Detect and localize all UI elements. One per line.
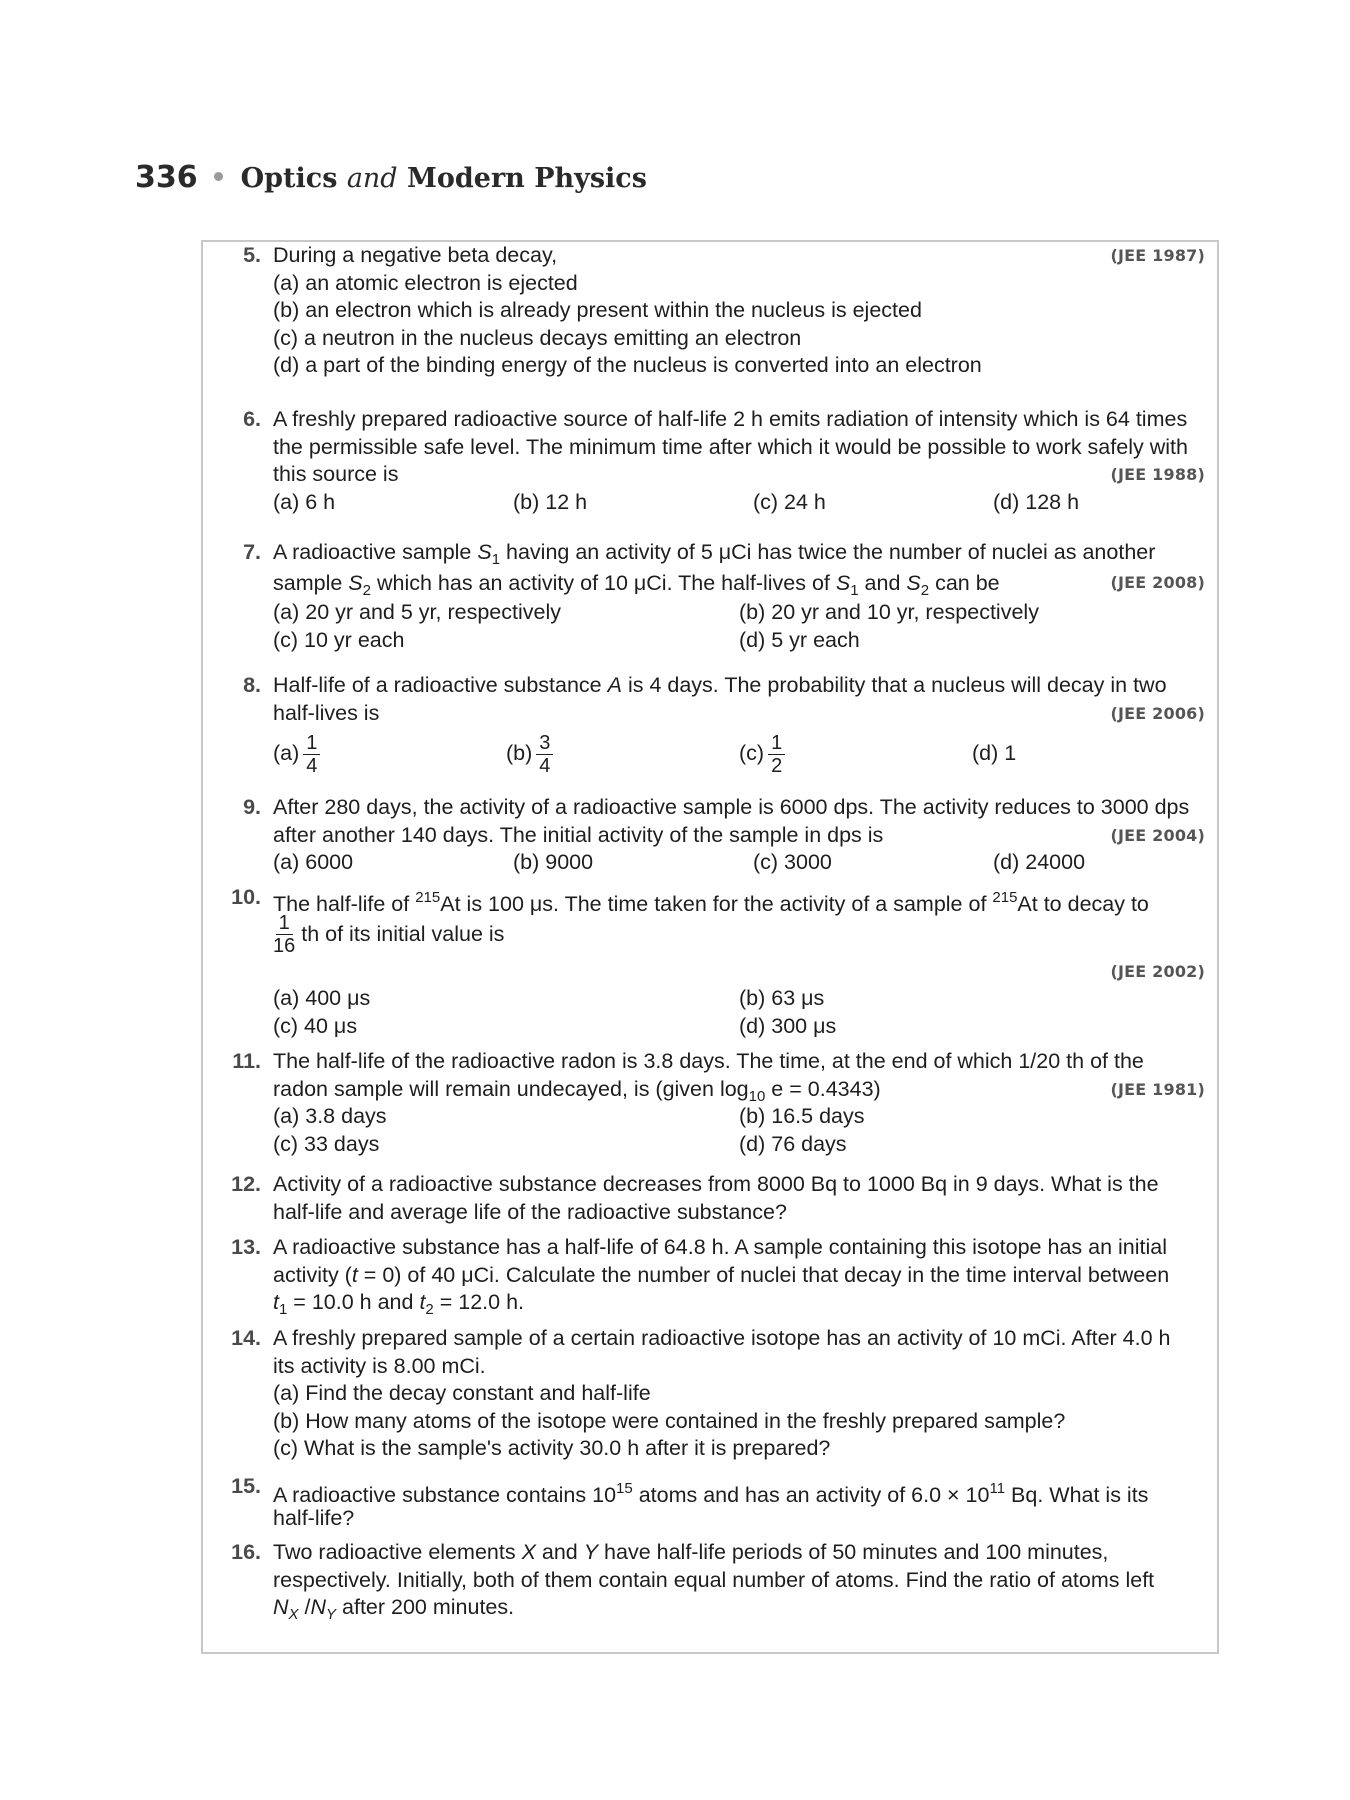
option-d: (d) a part of the binding energy of the nucleus is converted into an electron — [273, 353, 982, 377]
option-d: (d) 1 — [972, 741, 1017, 766]
option-b: (b) 16.5 days — [739, 1104, 865, 1128]
question-text: A radioactive substance has a half-life of 64.8 h. A sample containing this isotope has an initial — [273, 1235, 1168, 1259]
sub-question-a: (a) Find the decay constant and half-life — [273, 1381, 651, 1405]
question-16 — [217, 1539, 1205, 1622]
exam-tag: (JEE 1988) — [1110, 465, 1205, 484]
option-a: (a) 6000 — [273, 850, 354, 874]
option-b: (b) 12 h — [513, 489, 588, 514]
question-text: $\frac{1}{16}$ th of its initial value is — [273, 912, 505, 957]
question-number: 11. — [232, 1049, 261, 1073]
question-text: Half-life of a radioactive substance A is 4 days. The probability that a nucleus will decay in two — [273, 673, 1167, 697]
option-d: (d) 76 days — [739, 1132, 847, 1156]
question-number: 7. — [243, 540, 261, 564]
option-d: (d) 128 h — [993, 489, 1080, 514]
question-number: 9. — [243, 795, 261, 819]
question-text: half-life and average life of the radioactive substance? — [273, 1199, 787, 1224]
option-c: (c) $\frac{1}{2}$ — [739, 732, 972, 777]
question-8 — [217, 672, 1205, 781]
exam-tag: (JEE 2002) — [1110, 961, 1205, 981]
page-header — [135, 160, 647, 202]
question-13 — [217, 1234, 1205, 1317]
option-a: (a) 6 h — [273, 489, 336, 514]
question-text: the permissible safe level. The minimum time after which it would be possible to work safely with — [273, 434, 1188, 459]
question-number: 8. — [243, 673, 261, 697]
header-bullet — [214, 172, 223, 181]
sub-question-b: (b) How many atoms of the isotope were contained in the freshly prepared sample? — [273, 1408, 1066, 1433]
question-text: During a negative beta decay, (JEE 1987) — [273, 242, 1205, 270]
question-text: $t_1 = 10.0$ h and $t_2 = 12.0$ h. — [273, 1290, 525, 1318]
question-number: 13. — [231, 1235, 261, 1259]
option-a: (a) 400 μs — [273, 986, 371, 1010]
question-number: 16. — [231, 1540, 261, 1564]
question-text: radon sample will remain undecayed, is (given $\log_{10} e = 0.4343$) (JEE 1981) — [273, 1076, 1205, 1105]
question-text: this source is (JEE 1988) — [273, 461, 1205, 489]
question-text: A freshly prepared sample of a certain radioactive isotope has an activity of 10 mCi. After 4.0 h — [273, 1326, 1171, 1350]
exam-tag: (JEE 2004) — [1110, 825, 1205, 845]
question-text: The half-life of the radioactive radon is 3.8 days. The time, at the end of which 1/20 th of the — [273, 1049, 1144, 1073]
question-text: $N_X$ $/N_Y$ after 200 minutes. — [273, 1595, 515, 1623]
option-a: (a) 20 yr and 5 yr, respectively — [273, 599, 561, 624]
question-text: A freshly prepared radioactive source of half-life 2 h emits radiation of intensity which is 64 times — [273, 407, 1188, 431]
question-text: activity (t = 0) of 40 μCi. Calculate the number of nuclei that decay in the time interval between — [273, 1262, 1170, 1287]
question-number: 10. — [231, 885, 261, 909]
question-tag-line — [273, 958, 1205, 986]
question-12 — [217, 1171, 1205, 1226]
option-c: (c) 33 days — [273, 1132, 380, 1156]
question-text: A radioactive substance contains $10^{15}$ atoms and has an activity of $6.0 \times 10^{11}$ Bq. What is its — [273, 1480, 1149, 1507]
question-14 — [217, 1325, 1205, 1463]
question-9 — [217, 794, 1205, 877]
option-d: (d) 5 yr each — [739, 627, 860, 652]
option-c: (c) 24 h — [753, 489, 826, 514]
question-number: 5. — [243, 243, 261, 267]
question-text: half-life? — [273, 1506, 355, 1530]
question-text: sample $S_2$ which has an activity of 10 μCi. The half-lives of $S_1$ and $S_2$ can be (JEE 2008) — [273, 567, 1205, 599]
option-c: (c) a neutron in the nucleus decays emitting an electron — [273, 325, 802, 350]
option-a: (a) an atomic electron is ejected — [273, 270, 578, 295]
question-text: The half-life of $^{215}$At is 100 μs. The time taken for the activity of a sample of $^{215}$At to decay to — [273, 889, 1149, 916]
option-d: (d) 24000 — [993, 850, 1086, 874]
sub-question-c: (c) What is the sample's activity 30.0 h after it is prepared? — [273, 1436, 831, 1460]
fraction: $\frac{1}{16}$ — [273, 912, 296, 957]
question-text: half-lives is (JEE 2006) — [273, 700, 1205, 728]
question-15 — [217, 1473, 1205, 1533]
question-text: A radioactive sample $S_1$ having an activity of 5 μCi has twice the number of nuclei as another — [273, 540, 1156, 568]
question-text: Activity of a radioactive substance decreases from 8000 Bq to 1000 Bq in 9 days. What is the — [273, 1172, 1159, 1196]
option-c: (c) 40 μs — [273, 1014, 358, 1038]
option-b: (b) an electron which is already present within the nucleus is ejected — [273, 298, 922, 322]
question-number: 15. — [231, 1474, 261, 1498]
question-text: respectively. Initially, both of them contain equal number of atoms. Find the ratio of atoms left — [273, 1567, 1155, 1592]
option-b: (b) 63 μs — [739, 986, 825, 1010]
question-7 — [217, 539, 1205, 655]
exam-tag: (JEE 1981) — [1110, 1079, 1205, 1099]
question-11 — [217, 1048, 1205, 1159]
question-5 — [217, 230, 1205, 380]
question-number: 12. — [231, 1172, 261, 1196]
exam-tag: (JEE 2006) — [1110, 703, 1205, 723]
option-b: (b) $\frac{3}{4}$ — [506, 732, 739, 777]
option-b: (b) 9000 — [513, 850, 594, 874]
exam-tag: (JEE 1987) — [1110, 246, 1205, 265]
option-b: (b) 20 yr and 10 yr, respectively — [739, 599, 1039, 624]
page-number: 336 — [135, 160, 198, 195]
question-box — [201, 240, 1219, 1654]
option-c: (c) 10 yr each — [273, 627, 405, 652]
question-text: Two radioactive elements X and Y have half-life periods of 50 minutes and 100 minutes, — [273, 1540, 1109, 1564]
option-d: (d) 300 μs — [739, 1014, 837, 1038]
question-6 — [217, 406, 1205, 517]
question-number: 6. — [243, 407, 261, 431]
question-text: after another 140 days. The initial activity of the sample in dps is (JEE 2004) — [273, 822, 1205, 850]
question-number: 14. — [231, 1326, 261, 1350]
question-text: After 280 days, the activity of a radioactive sample is 6000 dps. The activity reduces to 3000 dps — [273, 795, 1190, 819]
option-a: (a) $\frac{1}{4}$ — [273, 732, 506, 777]
exam-tag: (JEE 2008) — [1110, 572, 1205, 592]
option-a: (a) 3.8 days — [273, 1104, 387, 1128]
option-c: (c) 3000 — [753, 850, 832, 874]
question-10 — [217, 884, 1205, 1041]
question-text: its activity is 8.00 mCi. — [273, 1353, 486, 1378]
book-title: Optics and Modern Physics — [240, 163, 647, 194]
